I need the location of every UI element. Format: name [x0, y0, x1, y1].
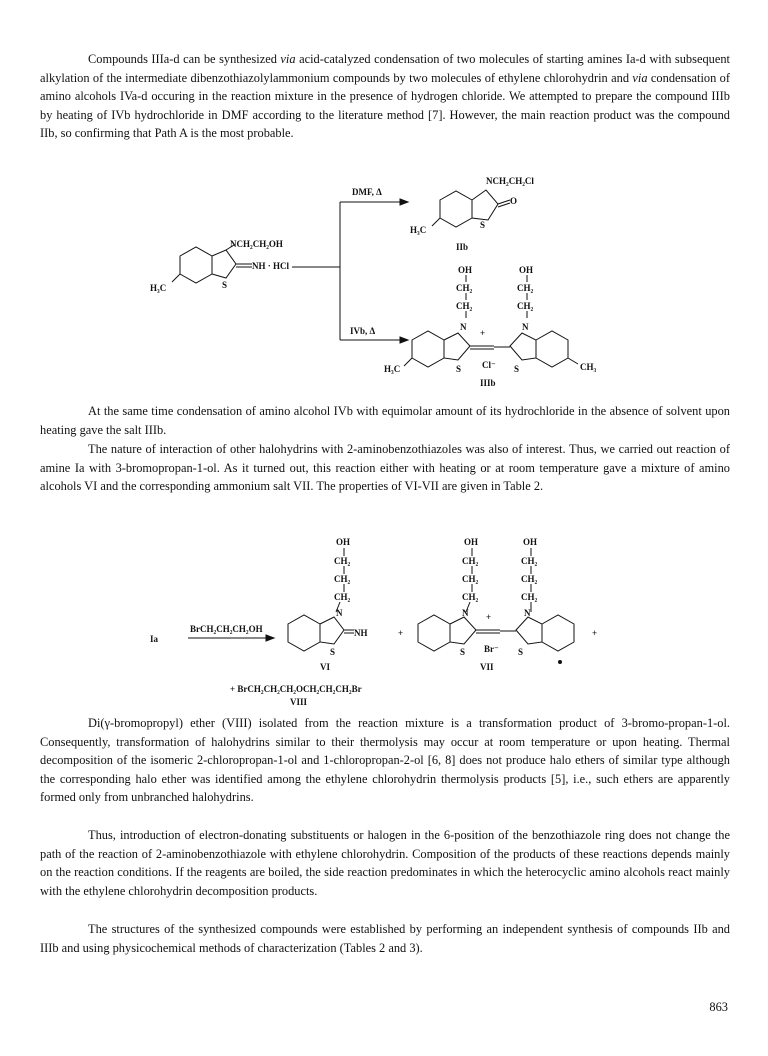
iib-label: IIb — [456, 242, 469, 252]
paragraph-1 — [40, 50, 730, 143]
iiib-anion: Cl⁻ — [482, 360, 496, 370]
vi-benzene — [288, 615, 320, 651]
iiib-n-left: N — [460, 322, 467, 332]
start-methyl: H₃C — [150, 283, 167, 293]
p1-text-c: condensation of amino alcohols IVa-d occuring in the reaction mixture in the presence of hydrogen chloride. We attempted to prepare the compound IIIb by heating of IVb hydrochloride in DMF according to the literature method [7]. However, the main reaction product was the compound IIb, so confirming that Path A is the most probable. — [40, 70, 731, 141]
p1-text-b: acid-catalyzed condensation of two molecules of starting amines Ia-d with subsequent alkylation of the intermediate dibenzothiazolylammonium compounds by two molecules of ethylene chlorohydrin and — [40, 52, 730, 85]
iiib-ch2-l2: CH₂ — [456, 301, 473, 311]
vii-right-thiazole — [516, 617, 542, 644]
page-number: 863 — [709, 1000, 728, 1014]
iib-s: S — [480, 220, 486, 230]
start-s: S — [222, 280, 228, 290]
vii-anion: Br⁻ — [484, 644, 499, 654]
p5-text: Thus, introduction of electron-donating substituents or halogen in the 6-position of the benzothiazole ring does not change the path of the reaction of 2-aminobenzothiazole with ethylene chlorohydrin. Composition of the products of these reactions depends mainly on the reaction conditions. If the reagents are boiled, the side reaction predominates in which the heterocyclic amino alcohols react mainly with the ethylene chlorohydrin decomposition products. — [40, 828, 730, 898]
p3-text: The nature of interaction of other halohydrins with 2-aminobenzothiazoles was also of interest. Thus, we carried out reaction of amine Ia with 3-bromopropan-1-ol. As it turned out, this reaction either with heating or at room temperature gave a mixture of amino alcohols VI and the corresponding ammonium salt VII. The properties of VI-VII are given in Table 2. — [40, 442, 730, 494]
vii-n-left: N — [462, 608, 469, 618]
vi-oh: OH — [336, 537, 351, 547]
vi-nh: NH — [354, 628, 368, 638]
vi-ch2-3: CH₂ — [334, 592, 351, 602]
s2-plus-2: + — [592, 628, 598, 638]
start-salt: NH · HCl — [252, 261, 290, 271]
s2-plus-1: + — [398, 628, 404, 638]
iiib-s-right: S — [514, 364, 520, 374]
cond-dmf: DMF, Δ — [352, 187, 382, 197]
iib-benzene-ring — [440, 191, 472, 227]
vi-label: VI — [320, 662, 331, 672]
vii-oh-left: OH — [464, 537, 479, 547]
start-benzene-ring — [180, 247, 212, 283]
iiib-s-left: S — [456, 364, 462, 374]
iiib-oh-left: OH — [458, 265, 473, 275]
iiib-label: IIIb — [480, 378, 496, 388]
vii-left-thiazole — [450, 617, 476, 644]
iib-methyl: H₃C — [410, 225, 427, 235]
vii-right-benzene — [542, 615, 574, 651]
p1-via-2: via — [632, 70, 648, 85]
paragraph-2 — [40, 402, 730, 439]
cond-ivb: IVb, Δ — [350, 326, 376, 336]
iiib-n-plus: + — [480, 328, 486, 338]
vii-ch2-l1: CH₂ — [462, 556, 479, 566]
iib-oxo: O — [510, 196, 518, 206]
vii-ch2-r3: CH₂ — [521, 592, 538, 602]
vii-ch2-l2: CH₂ — [462, 574, 479, 584]
iiib-oh-right: OH — [519, 265, 534, 275]
iiib-methyl-right: CH₃ — [580, 362, 597, 372]
paragraph-5 — [40, 826, 730, 900]
viii-label: VIII — [290, 697, 308, 707]
reaction-scheme-2 — [0, 520, 768, 710]
iiib-methyl-left: H₃C — [384, 364, 401, 374]
vi-s: S — [330, 647, 336, 657]
iiib-ch2-r1: CH₂ — [517, 283, 534, 293]
s2-start: Ia — [150, 634, 159, 644]
vi-ch2-2: CH₂ — [334, 574, 351, 584]
vii-oh-right: OH — [523, 537, 538, 547]
iiib-ch2-r2: CH₂ — [517, 301, 534, 311]
start-thiazole-ring — [212, 250, 236, 278]
start-substituent: NCH₂CH₂OH — [230, 239, 283, 249]
p1-text-a: Compounds IIIa-d can be synthesized — [88, 52, 281, 66]
iiib-right-thiazole — [510, 333, 536, 360]
iib-substituent: NCH₂CH₂Cl — [486, 176, 534, 186]
s2-reagent: BrCH₂CH₂CH₂OH — [190, 624, 263, 634]
vii-s-right: S — [518, 647, 524, 657]
p6-text: The structures of the synthesized compounds were established by performing an independent synthesis of compounds IIb and IIIb and using physicochemical methods of characterization (Tables 2 and 3). — [40, 922, 730, 955]
iib-thiazole-ring — [472, 190, 498, 220]
paragraph-6 — [40, 920, 730, 957]
vii-n-right: N — [524, 608, 531, 618]
reaction-scheme-1 — [0, 160, 768, 400]
iiib-left-thiazole — [444, 333, 470, 360]
iiib-n-right: N — [522, 322, 529, 332]
paragraph-3 — [40, 440, 730, 496]
p1-via-1: via — [280, 52, 296, 66]
vii-ch2-l3: CH₂ — [462, 592, 479, 602]
vii-s-left: S — [460, 647, 466, 657]
iiib-ch2-l1: CH₂ — [456, 283, 473, 293]
vii-n-plus: + — [486, 612, 492, 622]
vi-thiazole — [320, 617, 344, 644]
p4-text: Di(γ-bromopropyl) ether (VIII) isolated from the reaction mixture is a transformation product of 3-bromo-propan-1-ol. Consequently, transformation of halohydrins similar to their thermolysis may occur at room temperature or upon heating. Thermal decomposition of the isomeric 2-chloropropan-1-ol and 1-chloropropan-2-ol [6, 8] does not produce halo ethers of similar type although the corresponding halo ether was identified among the ethylene chlorohydrin thermolysis products [5], i.e., such ethers are apparently formed only from unbranched halohydrins. — [40, 716, 730, 805]
vii-ch2-r1: CH₂ — [521, 556, 538, 566]
vii-label: VII — [480, 662, 494, 672]
iiib-left-benzene — [412, 331, 444, 367]
vii-ch2-r2: CH₂ — [521, 574, 538, 584]
iiib-right-benzene — [536, 331, 568, 367]
vii-left-benzene — [418, 615, 450, 651]
viii-formula: + BrCH₂CH₂CH₂OCH₂CH₂CH₂Br — [230, 684, 362, 694]
vi-ch2-1: CH₂ — [334, 556, 351, 566]
paragraph-4 — [40, 714, 730, 807]
p2-text: At the same time condensation of amino alcohol IVb with equimolar amount of its hydrochloride in the absence of solvent upon heating gave the salt IIIb. — [40, 404, 730, 437]
vi-n: N — [336, 608, 343, 618]
